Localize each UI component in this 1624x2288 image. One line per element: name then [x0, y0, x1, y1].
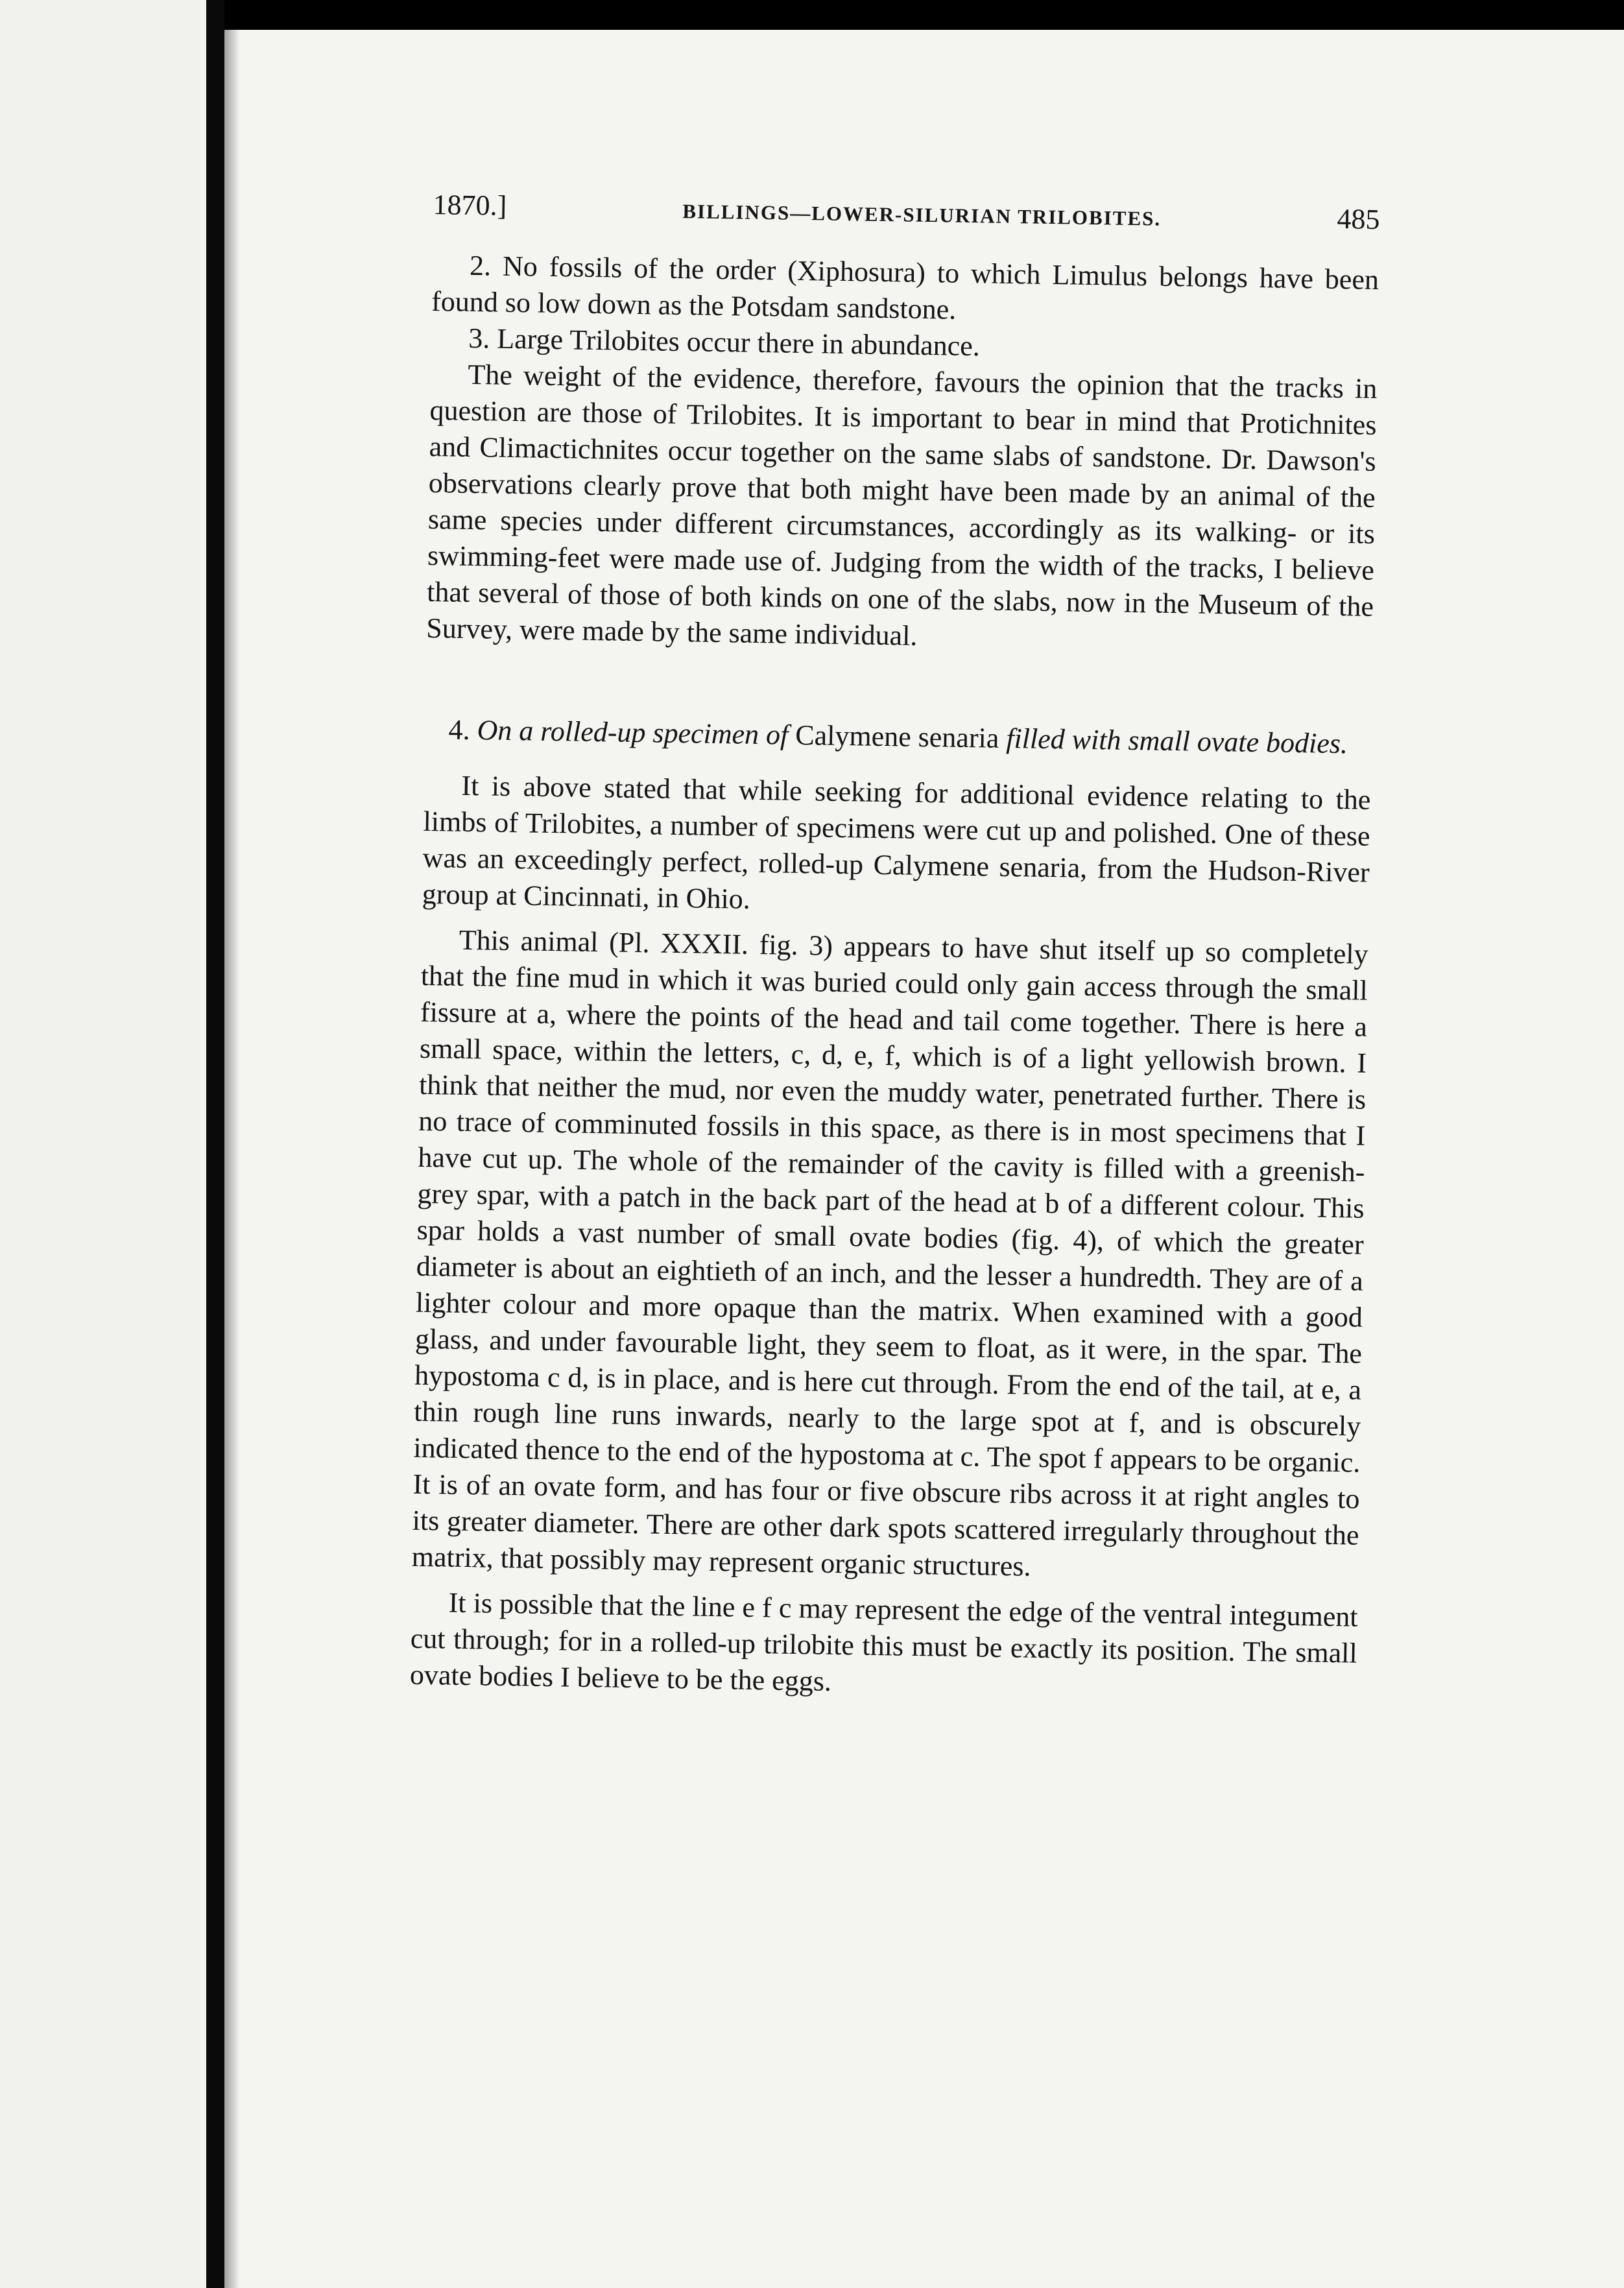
section-heading-part1: On a rolled-up specimen of — [477, 714, 789, 751]
book-gutter — [206, 0, 224, 2288]
section-heading-species: Calymene senaria — [794, 719, 999, 754]
paragraph-conclusion: It is possible that the line e f c may represent the edge of the ventral integument cut through; for in a rolled-up trilobite this must be exactly its position. The small ovate bodies I believe to be the eggs. — [409, 1586, 1358, 1697]
paragraph-animal-description: This animal (Pl. XXXII. fig. 3) appears to have shut itself up so completely that the fine mud in which it was buried could only gain access through the small fissure at a, where the points of the head and tail come together. There is here a small space, within the letters, c, d, e, f, which is of a light yellowish brown. I think that neither the mud, nor even the muddy water, penetrated further. There is no trace of comminuted fossils in this space, as there is in most specimens that I have cut up. The whole of the remainder of the cavity is filled with a greenish-grey spar, with a patch in the back part of the head at b of a different colour. This spar holds a vast number of small ovate bodies (fig. 4), of which the greater diameter is about an eightieth of an inch, and the lesser a hundredth. They are of a lighter colour and more opaque than the matrix. When examined with a good glass, and under favourable light, they seem to float, as it were, in the spar. The hypostoma c d, is in place, and is here cut through. From the end of the tail, at e, a thin rough line runs inwards, nearly to the large spot at f, and is obscurely indicated thence to the end of the hypostoma at c. The spot f appears to be organic. It is of an ovate form, and has four or five obscure ribs across it at right angles to its greater diameter. There are other dark spots scattered irregularly throughout the matrix, that possibly may represent organic structures. — [411, 924, 1369, 1582]
running-head-year: 1870.] — [433, 188, 507, 222]
paragraph-point-2: 2. No fossils of the order (Xiphosura) to which Limulus belongs have been found so low down as the Potsdam sandstone. — [431, 249, 1379, 326]
page-number: 485 — [1337, 202, 1380, 235]
section-heading — [424, 711, 1372, 763]
section-number: 4. — [448, 713, 470, 746]
facing-page-margin — [0, 0, 213, 2288]
paragraph-evidence: The weight of the evidence, therefore, favours the opinion that the tracks in question are those of Trilobites. It is important to bear in mind that Protichnites and Climactichnites occur together on the same slabs of sandstone. Dr. Dawson's observations clearly prove that both might have been made by an animal of the same species under different circumstances, accordingly as its walking- or its swimming-feet were made use of. Judging from the width of the tracks, I believe that several of those of both kinds on one of the slabs, now in the Museum of the Survey, were made by the same individual. — [425, 358, 1378, 652]
section-heading-part2: filled with small ovate bodies. — [1005, 722, 1348, 760]
paragraph-point-3: 3. Large Trilobites occur there in abundance. — [468, 322, 981, 363]
page-shadow — [224, 30, 240, 2288]
page-text-block — [410, 188, 1380, 1708]
running-head-title: BILLINGS—LOWER-SILURIAN TRILOBITES. — [682, 200, 1162, 230]
paragraph-specimens: It is above stated that while seeking for additional evidence relating to the limbs of Trilobites, a number of specimens were cut up and polished. One of these was an exceedingly perfect, rolled-up Calymene senaria, from the Hudson-River group at Cincinnati, in Ohio. — [422, 769, 1371, 915]
